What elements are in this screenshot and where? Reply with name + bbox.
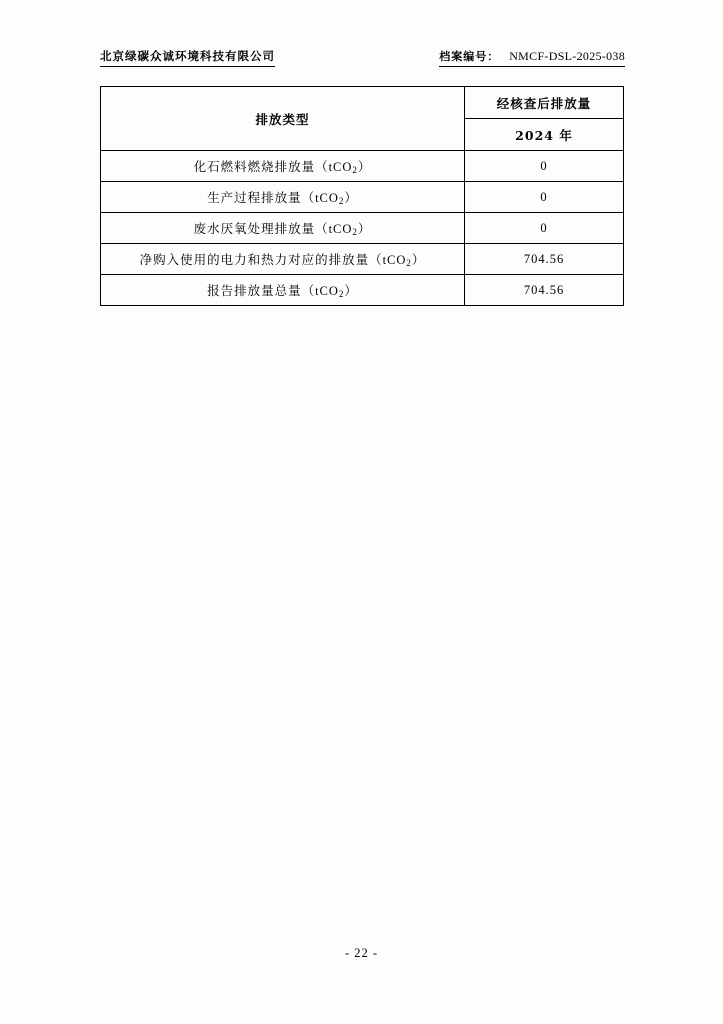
table-row: [101, 213, 624, 244]
table-row: [101, 275, 624, 306]
company-name: 北京绿碳众诚环境科技有限公司: [100, 48, 275, 67]
row-value-wastewater: 0: [465, 213, 624, 244]
row-label-total: [101, 275, 465, 306]
emissions-table: [100, 86, 624, 306]
row-label-purchased-power-heat: [101, 244, 465, 275]
row-label-suffix: ）: [344, 191, 358, 205]
row-label-text: 生产过程排放量（tCO: [207, 191, 339, 205]
row-label-text: 报告排放量总量（tCO: [207, 284, 339, 298]
row-label-text: 化石燃料燃烧排放量（tCO: [193, 160, 353, 174]
row-label-suffix: ）: [357, 222, 372, 236]
row-value-process: 0: [465, 182, 624, 213]
row-label-text: 废水厌氧处理排放量（tCO: [193, 222, 353, 236]
row-label-sub: 2: [352, 165, 358, 175]
table-row: [101, 182, 624, 213]
table-head: [101, 87, 624, 151]
row-label-sub: 2: [338, 289, 345, 299]
header-verified-emissions: 经核查后排放量: [465, 87, 624, 119]
row-label-sub: 2: [406, 258, 412, 268]
row-label-sub: 2: [352, 227, 358, 237]
row-value-fossil-fuel: 0: [465, 151, 624, 182]
archive-number-group: [439, 48, 625, 67]
page-header: [100, 48, 625, 67]
table-header-row-1: [101, 87, 624, 119]
archive-number-value: NMCF-DSL-2025-038: [509, 49, 625, 63]
row-label-process: [101, 182, 465, 213]
row-value-total: 704.56: [465, 275, 624, 306]
table-body: [101, 151, 624, 306]
row-label-suffix: ）: [411, 253, 426, 267]
row-label-suffix: ）: [344, 284, 358, 298]
emissions-table-container: [100, 86, 623, 306]
archive-number-label: 档案编号：: [439, 50, 500, 63]
header-year: 2024 年: [465, 119, 624, 151]
header-emission-type: 排放类型: [101, 87, 465, 151]
page-number: - 22 -: [344, 946, 379, 960]
row-label-fossil-fuel: [101, 151, 465, 182]
row-value-purchased-power-heat: 704.56: [465, 244, 624, 275]
row-label-suffix: ）: [357, 160, 372, 174]
row-label-text: 净购入使用的电力和热力对应的排放量（tCO: [139, 253, 407, 267]
row-label-wastewater: [101, 213, 465, 244]
table-row: [101, 244, 624, 275]
row-label-sub: 2: [338, 196, 345, 206]
table-row: [101, 151, 624, 182]
